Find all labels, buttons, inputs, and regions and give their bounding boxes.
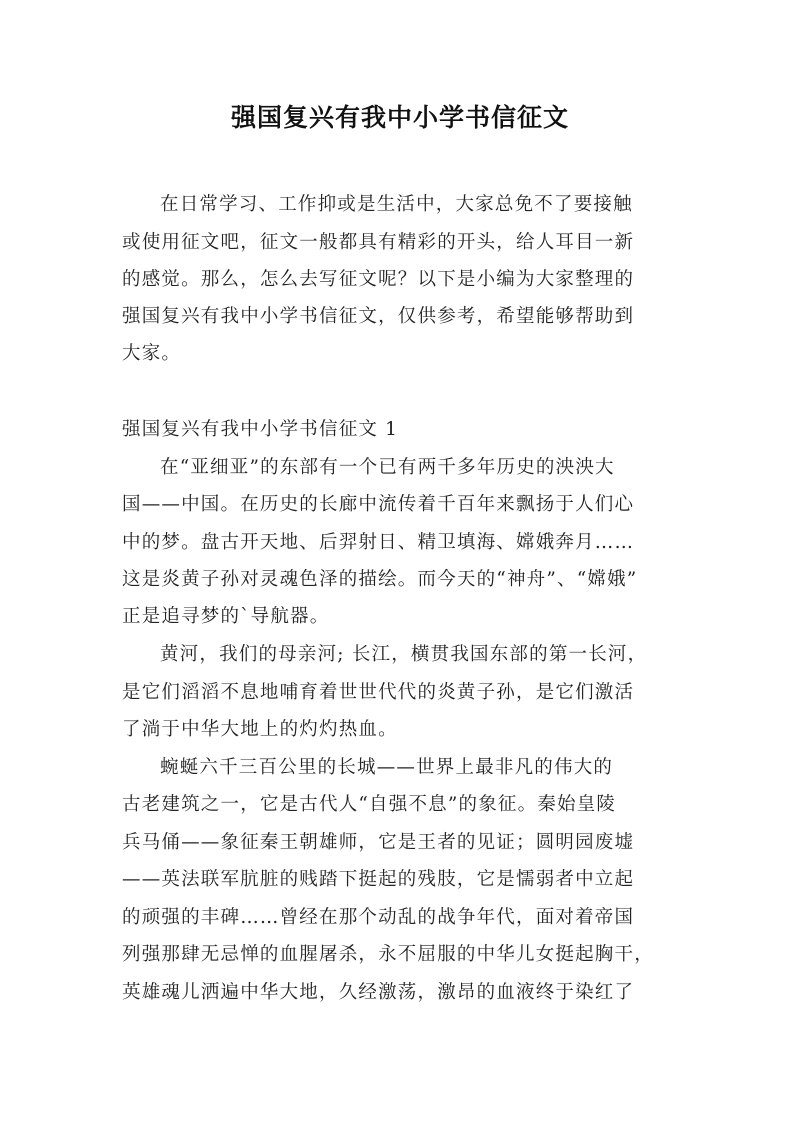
p3-line-1: 蜿蜒六千三百公里的长城——世界上最非凡的伟大的 [160,757,614,778]
section-heading: 强国复兴有我中小学书信征文 1 [122,419,399,440]
p3-line-5: 的顽强的丰碑……曾经在那个动乱的战争年代，面对着帝国 [122,907,635,928]
p2-line-2: 是它们滔滔不息地哺育着世世代代的炎黄子孙，是它们激活 [122,682,635,703]
document-title: 强国复兴有我中小学书信征文 [230,103,569,132]
p3-line-6: 列强那肆无忌惮的血腥屠杀，永不屈服的中华儿女挺起胸干， [122,944,654,965]
p2-line-1: 黄河，我们的母亲河; 长江，横贯我国东部的第一长河， [160,644,648,665]
p1-line-1: 在“亚细亚”的东部有一个已有两千多年历史的泱泱大 [160,457,615,478]
p1-line-5: 正是追寻梦的`导航器。 [122,606,330,627]
p1-line-2: 国——中国。在历史的长廊中流传着千百年来飘扬于人们心 [122,494,635,515]
intro-line-1: 在日常学习、工作抑或是生活中，大家总免不了要接触 [160,194,633,215]
p3-line-4: ——英法联军肮脏的贱踏下挺起的残肢，它是懦弱者中立起 [122,869,635,890]
intro-line-2: 或使用征文吧，征文一般都具有精彩的开头，给人耳目一新 [122,232,635,253]
intro-line-3: 的感觉。那么，怎么去写征文呢？以下是小编为大家整理的 [122,269,635,290]
p1-line-3: 中的梦。盘古开天地、后羿射日、精卫填海、嫦娥奔月…… [122,532,635,553]
p1-line-4: 这是炎黄子孙对灵魂色泽的描绘。而今天的“神舟”、“嫦娥” [122,569,638,590]
p3-line-2: 古老建筑之一，它是古代人“自强不息”的象征。秦始皇陵 [122,794,617,815]
p3-line-7: 英雄魂儿洒遍中华大地，久经激荡，激昂的血液终于染红了 [122,982,635,1003]
intro-line-5: 大家。 [122,343,182,364]
p2-line-3: 了淌于中华大地上的灼灼热血。 [122,719,398,740]
intro-line-4: 强国复兴有我中小学书信征文，仅供参考，希望能够帮助到 [122,306,635,327]
p3-line-3: 兵马俑——象征秦王朝雄师，它是王者的见证；圆明园废墟 [122,832,635,853]
